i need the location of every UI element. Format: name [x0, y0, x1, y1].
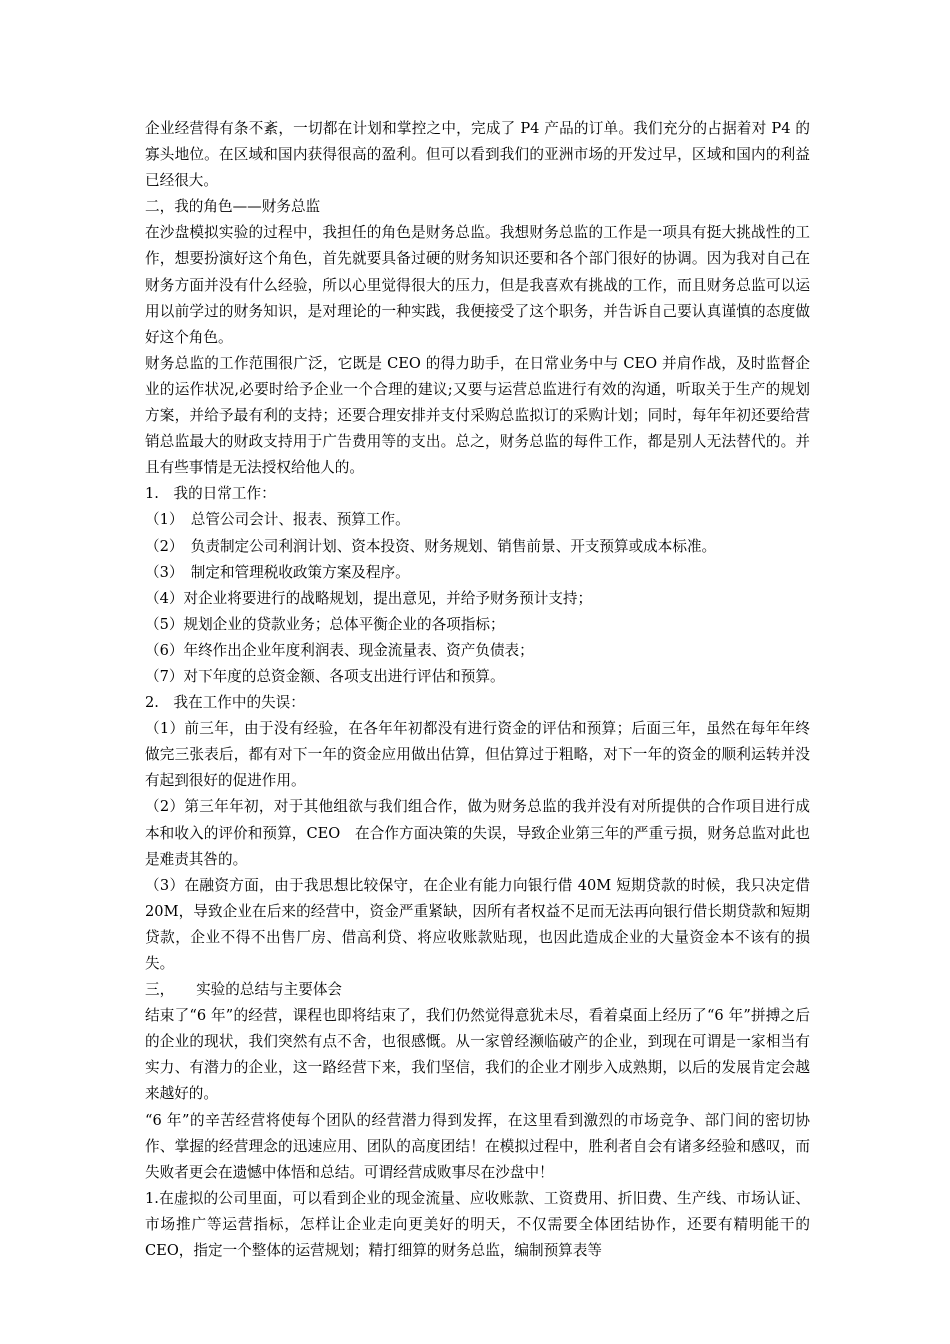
list-item: （5）规划企业的贷款业务；总体平衡企业的各项指标；	[145, 615, 505, 633]
paragraph-mistake-3: （3）在融资方面，由于我思想比较保守，在企业有能力向银行借 40M 短期贷款的时候，我只决定借 20M，导致企业在后来的经营中，资金严重紧缺，因所有者权益不足而无法再向银行借长期贷款和短期贷款，企业不得不出售厂房、借高利贷、将应收账款贴现，也因此造成企业的大量资金本不该有的损失。	[145, 876, 825, 972]
document-body	[145, 116, 825, 1264]
list-item: （6）年终作出企业年度利润表、现金流量表、资产负债表；	[145, 641, 534, 659]
list-item: （3） 制定和管理税收政策方案及程序。	[145, 563, 410, 581]
paragraph-cfo-scope: 财务总监的工作范围很广泛，它既是 CEO 的得力助手，在日常业务中与 CEO 并肩作战，及时监督企业的运作状况,必要时给予企业一个合理的建议;又要与运营总监进行有效的沟通，听取关于生产的规划方案，并给予最有利的支持；还要合理安排并支付采购总监拟订的采购计划；同时，每年年初还要给营销总监最大的财政支持用于广告费用等的支出。总之，财务总监的每件工作，都是别人无法替代的。并且有些事情是无法授权给他人的。	[145, 354, 810, 477]
list-item: （7）对下年度的总资金额、各项支出进行评估和预算。	[145, 667, 505, 685]
list-item: （1） 总管公司会计、报表、预算工作。	[145, 511, 410, 529]
paragraph-operations-summary: 企业经营得有条不紊，一切都在计划和掌控之中，完成了 P4 产品的订单。我们充分的占据着对 P4 的寡头地位。在区域和国内获得很高的盈利。但可以看到我们的亚洲市场的开发过早，区域和国内的利益已经很大。	[145, 120, 810, 190]
list-item: （2） 负责制定公司利润计划、资本投资、财务规划、销售前景、开支预算或成本标准。	[145, 537, 717, 555]
paragraph-role-description: 在沙盘模拟实验的过程中，我担任的角色是财务总监。我想财务总监的工作是一项具有挺大挑战性的工作，想要扮演好这个角色，首先就要具备过硬的财务知识还要和各个部门很好的协调。因为我对自己在财务方面并没有什么经验，所以心里觉得很大的压力，但是我喜欢有挑战的工作，而且财务总监可以运用以前学过的财务知识，是对理论的一种实践，我便接受了这个职务，并告诉自己要认真谨慎的态度做好这个角色。	[145, 224, 810, 346]
section-heading-summary: 三， 实验的总结与主要体会	[145, 981, 343, 999]
paragraph-summary-1: 结束了“6 年”的经营，课程也即将结束了，我们仍然觉得意犹未尽，看着桌面上经历了“6 年”拼搏之后的企业的现状，我们突然有点不舍，也很感慨。从一家曾经濒临破产的企业，到现在可谓是一家相当有实力、有潜力的企业，这一路经营下来，我们坚信，我们的企业才刚步入成熟期，以后的发展肯定会越来越好的。	[145, 1007, 810, 1103]
subheading-daily-work: 1. 我的日常工作：	[145, 485, 276, 503]
list-item: （4）对企业将要进行的战略规划，提出意见，并给予财务预计支持；	[145, 589, 593, 607]
subheading-mistakes: 2. 我在工作中的失误：	[145, 694, 305, 712]
paragraph-mistake-1: （1）前三年，由于没有经验，在各年年初都没有进行资金的评估和预算；后面三年，虽然在每年年终做完三张表后，都有对下一年的资金应用做出估算，但估算过于粗略，对下一年的资金的顺利运转并没有起到很好的促进作用。	[145, 720, 810, 790]
section-heading-my-role: 二，我的角色——财务总监	[145, 198, 321, 216]
paragraph-mistake-2: （2）第三年年初，对于其他组欲与我们组合作，做为财务总监的我并没有对所提供的合作项目进行成本和收入的评价和预算，CEO 在合作方面决策的失误，导致企业第三年的严重亏损，财务总监对此也是难责其咎的。	[145, 798, 810, 868]
paragraph-summary-3: 1.在虚拟的公司里面，可以看到企业的现金流量、应收账款、工资费用、折旧费、生产线、市场认证、市场推广等运营指标，怎样让企业走向更美好的明天，不仅需要全体团结协作，还要有精明能干的 CEO，指定一个整体的运营规划；精打细算的财务总监，编制预算表等	[145, 1189, 825, 1260]
paragraph-summary-2: “6 年”的辛苦经营将使每个团队的经营潜力得到发挥，在这里看到激烈的市场竞争、部门间的密切协作、掌握的经营理念的迅速应用、团队的高度团结！在模拟过程中，胜利者自会有诸多经验和感叹，而失败者更会在遗憾中体悟和总结。可谓经营成败事尽在沙盘中！	[145, 1111, 810, 1181]
